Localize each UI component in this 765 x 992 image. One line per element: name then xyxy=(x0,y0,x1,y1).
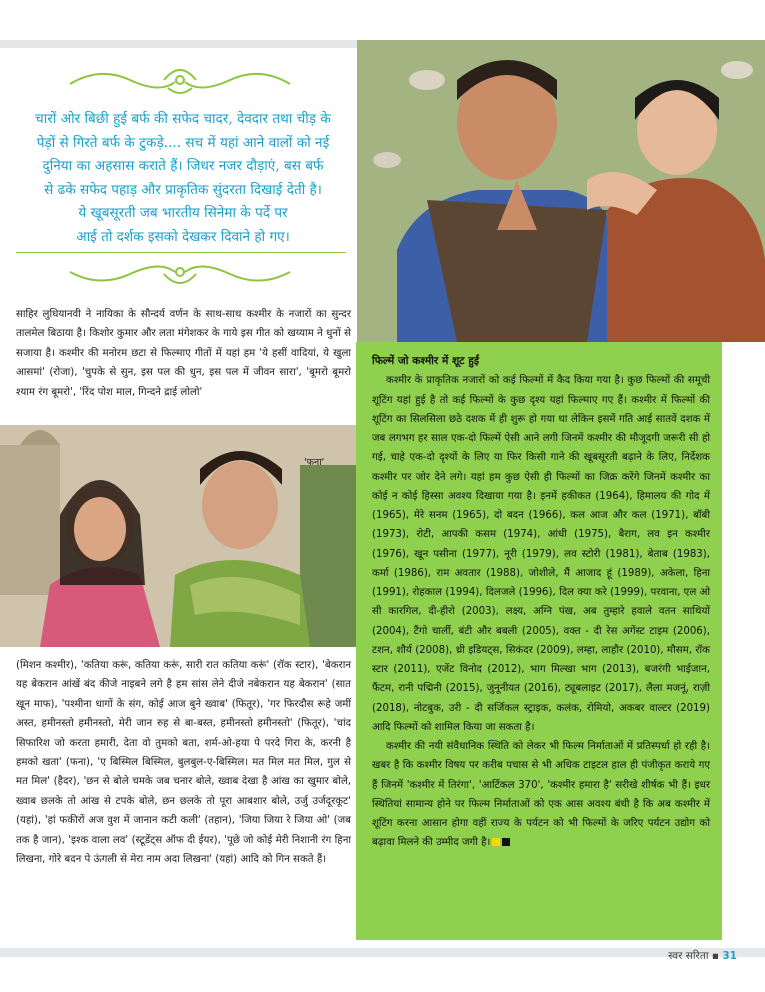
pullquote-line: चारों ओर बिछी हुई बर्फ की सफेद चादर, देवदार तथा चीड़ के xyxy=(35,111,331,127)
top-ornament-icon xyxy=(60,62,300,98)
bottom-ornament-icon xyxy=(60,256,300,292)
magazine-name: स्वर सरिता xyxy=(668,950,709,962)
box-title: फिल्में जो कश्मीर में शूट हुईं xyxy=(372,355,480,367)
page-footer xyxy=(668,949,737,963)
film-still-illustration xyxy=(357,40,765,342)
pullquote-line: पेड़ों से गिरते बर्फ के टुकड़े.... सच में यहां आने वालों को नई xyxy=(36,134,330,151)
film-still-photo xyxy=(357,40,765,342)
pullquote xyxy=(24,108,342,249)
divider xyxy=(16,252,346,253)
page-number: 31 xyxy=(722,950,737,962)
page-separator-icon: ▪ xyxy=(711,950,723,962)
box-paragraph-1: कश्मीर के प्राकृतिक नजारों को कई फिल्मों में कैद किया गया है। कुछ फिल्मों की समूची शूटिंग यहां हुई है तो कई फिल्मों के कुछ दृश्य यहां फिल्माए गए हैं। कश्मीर में फिल्मों की शूटिंग का सिलसिला छठे दशक में ही शुरू हो गया था लेकिन इसमें गति आई सातवें दशक में जब लगभग हर साल एक-दो फिल्में ऐसी आने लगी जिनमें कश्मीर की मौजूदगी जरूरी सी हो गई, चाहे एक-दो दृश्यों के लिए या फिर किसी गाने की खूबसूरती बढ़ाने के लिए, निर्देशक कश्मीर पर जोर देने लगे। यहां हम कुछ ऐसी ही फिल्मों का जिक्र करेंगे जिनमें कश्मीर का कोई न कोई हिस्सा अवश्य दिखाया गया है। इनमें हकीकत (1964), हिमालय की गोद में (1965), मेरे सनम (1965), दो बदन (1966), कल आज और कल (1971), बॉबी (1973), रोटी, आपकी कसम (1974), आंधी (1975), बैराग, लव इन कश्मीर (1976), खून पसीना (1977), नूरी (1979), लव स्टोरी (1981), बेताब (1983), कर्मा (1986), राम अवतार (1988), जोशीले, मैं आजाद हूं (1989), अकेला, हिना (1991), रोहकाल (1994), दिलजले (1996), दिल क्या करे (1999), परवाना, एल ओ सी कारगिल, दी-हीरो (2003), लक्ष्य, अग्नि पंख, अब तुम्हारे हवाले वतन साथियों (2004), टैंगो चार्ली, बंटी और बबली (2005), वक्त - दी रेस अगेंस्ट टाइम (2006), टशन, शौर्य (2008), थ्री इडियट्स, सिकंदर (2009), लम्हा, लाहौर (2010), मौसम, रॉक स्टार (2011), एजेंट विनोद (2012), भाग मिल्खा भाग (2013), बजरंगी भाईजान, फैंटम, रानी पद्मिनी (2015), जुनूनीयत (2016), ट्यूबलाइट (2017), लैला मजनूं, राज़ी (2018), नोटबुक, उरी - दी सर्जिकल स्ट्राइक, कलंक, रोमियो, अकबर वाल्टर (2019) आदि फिल्मों को शामिल किया जा सकता है। xyxy=(372,375,710,733)
photo-caption: 'फना' xyxy=(304,457,325,468)
end-mark-black-icon xyxy=(502,838,510,846)
box-paragraph-2 xyxy=(372,737,710,853)
pullquote-line: आई तो दर्शक इसको देखकर दिवाने हो गए। xyxy=(76,228,290,245)
end-mark-yellow-icon xyxy=(492,838,500,846)
article-text-bottom: (मिशन कश्मीर), 'कतिया करूं, कतिया करूं, सारी रात कतिया करूं' (रॉक स्टार), 'बेकरान यह बेकरान आंखें बंद कीजे नाइबने लगे है हम सांस लेने दीजे नबेकरान यह बेकरान' (सात खून माफ), 'पश्मीना धागों के संग, कोई आज बुने ख्वाब' (फितूर), 'गर फिरदौस रूहे जमीं अस्त, हमीनस्तो हमीनस्तो, मेरी जान रुह से बा-बस्त, हमीनस्तो हमीनस्तो' (फितूर), 'चांद सिफारिश जो करता हमारी, देता वो तुमको बता, शर्म-ओ-हया पे परदे गिरा के, करनी है हमको खता' (फना), 'ए बिस्मिल बिस्मिल, बुलबुल-ए-बिस्मिल। मत मिल मत मिल, गुल से मत मिल' (हैदर), 'छन से बोले चमके जब चनार बोले, ख्वाब देखा है आंख का खुमार बोले, ख्वाब छलके तो आंख से टपके बोले, छन छलके तो पूरा आबशार बोले, उर्जु उर्जदूरकूट' (यहां), 'हां फकीरों अज वुश में जानान कटी कली' (तहान), 'जिया जिया रे जिया ओ' (जब तक है जान), 'इश्क वाला लव' (स्टूडेंट्स ऑफ दी ईयर), 'पूछे जो कोई मेरी निशानी रंग हिना लिखना, गोरे बदन पे ऊंगली से मेरा नाम अदा लिखना' (यहां) आदि को गिन सकते हैं। xyxy=(16,660,351,866)
pullquote-line: से ढके सफेद पहाड़ और प्राकृतिक सुंदरता दिखाई देती है। xyxy=(44,181,322,198)
fana-film-still-photo xyxy=(0,425,356,647)
article-text-top: साहिर लुधियानवी ने नायिका के सौन्दर्य वर्णन के साथ-साथ कश्मीर के नजारों का सुन्दर तालमेल बिठाया है। किशोर कुमार और लता मंगेशकर के गाये इस गीत को खय्याम ने धुनों से सजाया है। कश्मीर की मनोरम छटा से फिल्माए गीतों में यहां हम 'ये हसीं वादियां, ये खुला आसमां' (रोजा), 'चुपके से सुन, इस पल की धुन, इस पल में जीवन सारा', 'बूमरो बूमरो श्याम रंग बूमरो', 'रिंद पोश माल, गिन्दने द्राई लोलो' xyxy=(16,309,351,398)
fana-illustration xyxy=(0,425,356,647)
pullquote-line: दुनिया का अहसास कराते हैं। जिधर नजर दौड़ाएं, बस बर्फ xyxy=(42,158,324,174)
pullquote-line: ये खूबसूरती जब भारतीय सिनेमा के पर्दे पर xyxy=(78,205,288,221)
films-shot-in-kashmir-box xyxy=(356,342,722,940)
bottom-band xyxy=(0,948,765,957)
box-paragraph-2-text: कश्मीर की नयी संवैधानिक स्थिति को लेकर भी फिल्म निर्माताओं में प्रतिस्पर्धा हो रही है। खबर है कि कश्मीर विषय पर करीब पचास से भी अधिक टाइटल हाल ही पंजीकृत कराये गए हैं जिनमें 'कश्मीर में तिरंगा', 'आर्टिकल 370', 'कश्मीर हमारा है' सरीखे शीर्षक भी हैं। इधर स्थितियां सामान्य होने पर फिल्म निर्माताओं को एक आस अवश्य बंधी है कि अब कश्मीर में शूटिंग करना आसान होगा वहीं राज्य के पर्यटन को भी फिल्मों के जरिए पर्यटन उद्योग को बढ़ावा मिलने की उम्मीद जगी है। xyxy=(372,741,710,849)
